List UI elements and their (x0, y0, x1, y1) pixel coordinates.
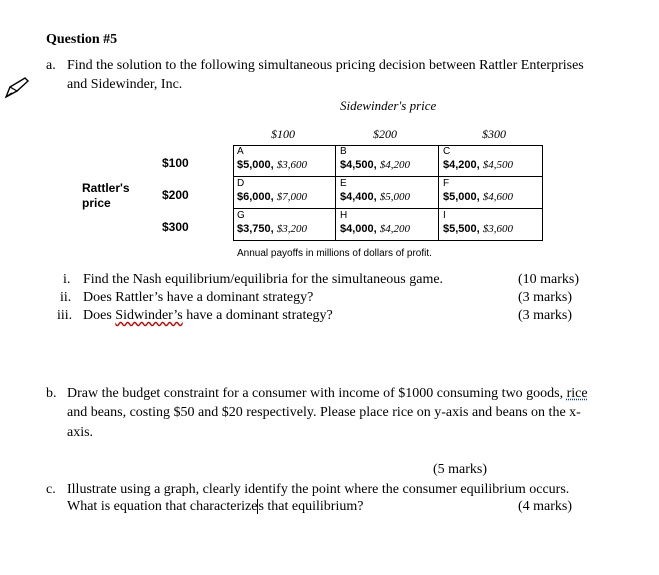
row-player-label-2: price (82, 196, 111, 210)
sidewinder-payoff: $3,600 (276, 159, 308, 171)
cell-letter: C (443, 146, 451, 157)
part-a-line1: Find the solution to the following simultaneous pricing decision between Rattler Enterprises (67, 58, 584, 73)
rattler-payoff: $5,000, (443, 191, 480, 203)
matrix-cell (336, 177, 439, 209)
sidewinder-payoff: $4,200 (379, 223, 411, 235)
matrix-cell (439, 177, 543, 209)
rattler-payoff: $4,500, (340, 159, 377, 171)
row-price-3: $300 (162, 220, 189, 234)
question-title: Question #5 (46, 32, 118, 47)
part-b-line1 (67, 386, 588, 402)
subq-1-marks: (10 marks) (518, 272, 580, 287)
part-c-line2-pre: What is equation that characterize (67, 499, 258, 514)
part-c-label: c. (46, 482, 56, 497)
sidewinder-payoff: $4,200 (379, 159, 411, 171)
column-price-1: $100 (271, 127, 295, 141)
part-a-label: a. (46, 58, 56, 73)
cell-letter: E (340, 178, 347, 189)
rattler-payoff: $4,000, (340, 223, 377, 235)
subq-3-text-post: have a dominant strategy? (182, 308, 333, 323)
matrix-cell (439, 209, 543, 241)
rattler-payoff: $6,000, (237, 191, 274, 203)
sidewinder-payoff: $3,600 (482, 223, 514, 235)
cell-letter: H (340, 210, 348, 221)
rattler-payoff: $5,500, (443, 223, 480, 235)
cell-letter: F (443, 178, 450, 189)
cell-letter: I (443, 210, 446, 221)
cell-letter: G (237, 210, 245, 221)
cell-letter: B (340, 146, 347, 157)
part-c-line2-post: s that equilibrium? (258, 499, 364, 514)
row-player-label-1: Rattler's (82, 181, 130, 195)
subq-2-text: Does Rattler’s have a dominant strategy? (83, 290, 314, 305)
subq-3-num: iii. (57, 308, 73, 323)
subq-1-text: Find the Nash equilibrium/equilibria for the simultaneous game. (83, 272, 444, 287)
sidewinder-payoff: $4,600 (482, 191, 514, 203)
rattler-payoff: $3,750, (237, 223, 274, 235)
rattler-payoff: $4,200, (443, 159, 480, 171)
part-a-line2: and Sidewinder, Inc. (67, 77, 183, 92)
sidewinder-payoff: $7,000 (276, 191, 308, 203)
matrix-cell (439, 145, 543, 177)
part-b-line3: axis. (67, 425, 94, 440)
row-price-2: $200 (162, 188, 189, 202)
part-b-line2: and beans, costing $50 and $20 respectively. Please place rice on y-axis and beans on the x- (67, 405, 581, 420)
rattler-payoff: $4,400, (340, 191, 377, 203)
subq-1-num: i. (63, 272, 71, 287)
part-b-marks: (5 marks) (433, 462, 488, 477)
part-b-flagged-word: rice (566, 386, 588, 401)
matrix-cell (233, 209, 336, 241)
cell-letter: A (237, 146, 244, 157)
subq-3-misspelled-word: Sidwinder’s (115, 308, 183, 323)
subq-2-num: ii. (60, 290, 72, 305)
column-price-3: $300 (482, 127, 506, 141)
rattler-payoff: $5,000, (237, 159, 274, 171)
matrix-cell (336, 209, 439, 241)
matrix-caption: Annual payoffs in millions of dollars of profit. (237, 248, 432, 259)
column-price-2: $200 (373, 127, 397, 141)
matrix-cell (233, 177, 336, 209)
payoff-matrix (233, 145, 543, 241)
part-c-line2 (67, 499, 363, 515)
part-c-marks: (4 marks) (518, 499, 573, 514)
subq-2-marks: (3 marks) (518, 290, 573, 305)
pen-cursor-icon (3, 76, 31, 105)
column-player-label: Sidewinder's price (340, 98, 437, 113)
matrix-cell (233, 145, 336, 177)
subq-3-text-pre: Does (83, 308, 116, 323)
subq-3-text (83, 308, 333, 324)
sidewinder-payoff: $3,200 (276, 223, 308, 235)
sidewinder-payoff: $5,000 (379, 191, 411, 203)
subq-3-marks: (3 marks) (518, 308, 573, 323)
part-b-line1-text: Draw the budget constraint for a consumer with income of $1000 consuming two goods, (67, 386, 567, 401)
part-b-label: b. (46, 386, 57, 401)
sidewinder-payoff: $4,500 (482, 159, 514, 171)
matrix-cell (336, 145, 439, 177)
cell-letter: D (237, 178, 245, 189)
row-price-1: $100 (162, 156, 189, 170)
part-c-line1: Illustrate using a graph, clearly identify the point where the consumer equilibrium occurs. (67, 482, 570, 497)
